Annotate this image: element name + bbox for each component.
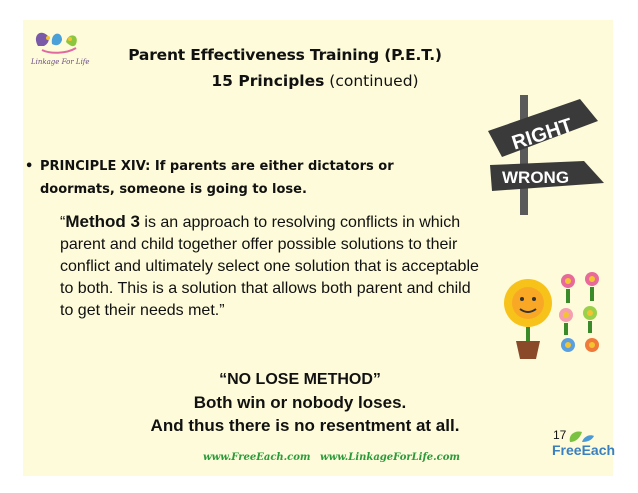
footer-link-linkageforlife[interactable]: www.LinkageForLife.com <box>319 452 460 463</box>
bullet-marker: • <box>25 159 34 174</box>
sign-right-text: RIGHT <box>509 114 576 155</box>
footer-link-freeeach[interactable]: www.FreeEach.com <box>203 452 311 463</box>
both-win-line: Both win or nobody loses. <box>193 393 407 412</box>
no-resentment-line: And thus there is no resentment at all. <box>150 416 460 435</box>
no-lose-method-heading: “NO LOSE METHOD” <box>219 371 381 388</box>
principle-bullet <box>25 155 470 201</box>
sunflower <box>504 279 552 359</box>
sign-wrong-text: WRONG <box>502 168 570 187</box>
right-wrong-sign-image <box>480 95 608 215</box>
principle-text: PRINCIPLE XIV: If parents are either dictators or doormats, someone is going to lose. <box>40 159 394 197</box>
subtitle-normal: (continued) <box>324 72 419 90</box>
slide-subtitle <box>150 72 480 90</box>
footer-links <box>200 452 460 463</box>
subtitle-bold: 15 Principles <box>211 72 325 90</box>
quote-open-mark: “ <box>60 214 66 231</box>
slide-title: Parent Effectiveness Training (P.E.T.) <box>128 46 442 64</box>
quote-body: is an approach to resolving conflicts in which parent and child together offer possible solutions to their conflict and ultimately select one solution that is acceptable to both. This is a solution that allows both parent and child to get their needs met.” <box>60 214 479 319</box>
logo-caption: Linkage For Life <box>31 58 90 66</box>
method-3-quote <box>60 211 480 322</box>
small-flowers <box>559 272 599 352</box>
page-number: 17 <box>553 428 567 442</box>
flowers-illustration <box>490 255 610 365</box>
quote-method-bold: Method 3 <box>65 212 140 231</box>
freeeach-logo-text: FreeEach <box>552 442 616 458</box>
